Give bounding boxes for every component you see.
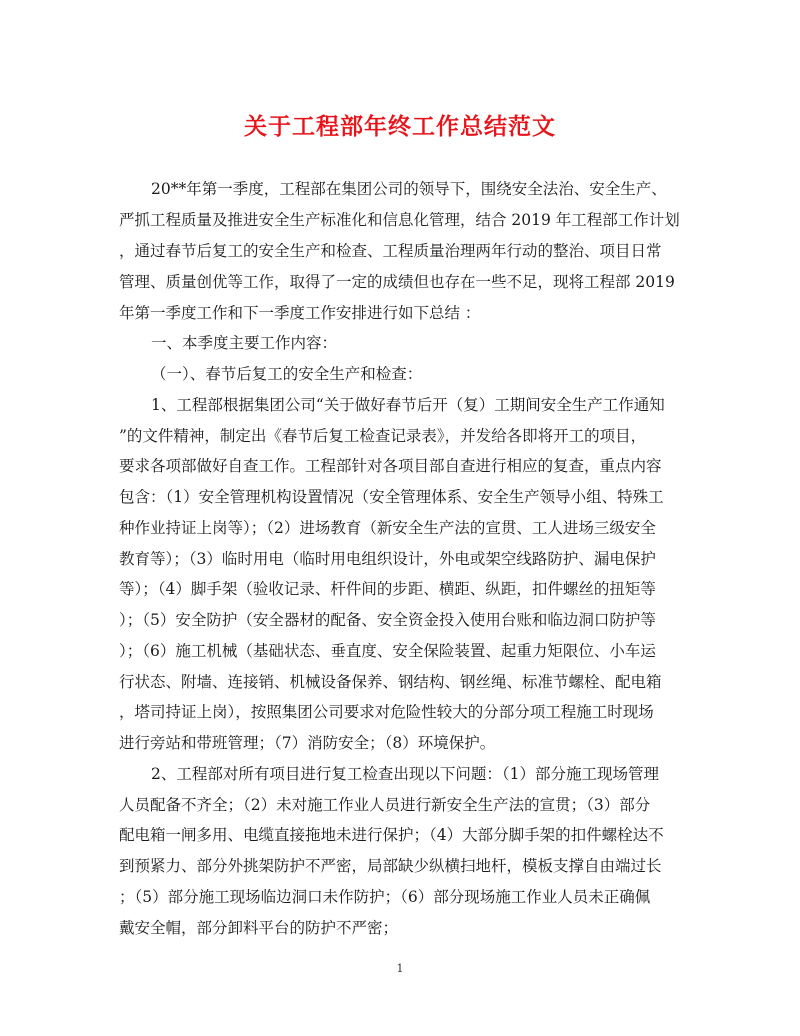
body-line: 戴安全帽，部分卸料平台的防护不严密；	[119, 919, 399, 937]
body-line: ”的文件精神，制定出《春节后复工检查记录表》，并发给各即将开工的项目，	[119, 427, 647, 445]
body-line: 20**年第一季度，工程部在集团公司的领导下，围绕安全法治、安全生产、	[151, 180, 667, 198]
section-heading: 一、本季度主要工作内容：	[151, 334, 338, 352]
body-line: 年第一季度工作和下一季度工作安排进行如下总结 ：	[119, 304, 481, 322]
body-line: 包含：（1）安全管理机构设置情况（安全管理体系、安全生产领导小组、特殊工	[119, 488, 664, 506]
body-line: 等）；（4）脚手架（验收记录、杆件间的步距、横距、纵距，扣件螺丝的扭矩等	[119, 580, 656, 598]
body-line: ，塔司持证上岗），按照集团公司要求对危险性较大的分部分项工程施工时现场	[119, 703, 654, 721]
subsection-heading: （一）、春节后复工的安全生产和检查：	[151, 365, 423, 383]
body-line: 教育等）；（3）临时用电（临时用电组织设计，外电或架空线路防护、漏电保护	[119, 550, 656, 568]
body-line: 进行旁站和带班管理；（7）消防安全；（8）环境保护。	[119, 734, 496, 752]
body-line: 到预紧力、部分外挑架防护不严密，局部缺少纵横扫地杆，模板支撑自由端过长	[119, 857, 662, 875]
body-line: ）；（6）施工机械（基础状态、垂直度、安全保险装置、起重力矩限位、小车运	[119, 642, 656, 660]
document-title: 关于工程部年终工作总结范文	[244, 113, 556, 140]
body-line: 配电箱一闸多用、电缆直接拖地未进行保护；（4）大部分脚手架的扣件螺栓达不	[119, 826, 664, 844]
body-line: 管理、质量创优等工作，取得了一定的成绩但也存在一些不足，现将工程部 2019	[119, 273, 675, 291]
body-line: 人员配备不齐全；（2）未对施工作业人员进行新安全生产法的宣贯；（3）部分	[119, 796, 651, 814]
page-number: 1	[396, 962, 404, 975]
body-line: 种作业持证上岗等）；（2）进场教育（新安全生产法的宣贯、工人进场三级安全	[119, 519, 656, 537]
body-line: ）；（5）安全防护（安全器材的配备、安全资金投入使用台账和临边洞口防护等	[119, 611, 656, 629]
body-line: 要求各项部做好自查工作。工程部针对各项目部自查进行相应的复查，重点内容	[119, 457, 662, 475]
body-line: 严抓工程质量及推进安全生产标准化和信息化管理，结合 2019 年工程部工作计划	[119, 211, 680, 229]
body-line: 行状态、附墙、连接销、机械设备保养、钢结构、钢丝绳、标准节螺栓、配电箱	[119, 673, 662, 691]
body-line: ，通过春节后复工的安全生产和检查、工程质量治理两年行动的整治、项目日常	[119, 242, 662, 260]
body-line: ；（5）部分施工现场临边洞口未作防护；（6）部分现场施工作业人员未正确佩	[119, 888, 651, 906]
body-line: 2、工程部对所有项目进行复工检查出现以下问题：（1）部分施工现场管理	[151, 765, 659, 783]
body-line: 1、工程部根据集团公司“关于做好春节后开（复）工期间安全生产工作通知	[151, 396, 665, 414]
